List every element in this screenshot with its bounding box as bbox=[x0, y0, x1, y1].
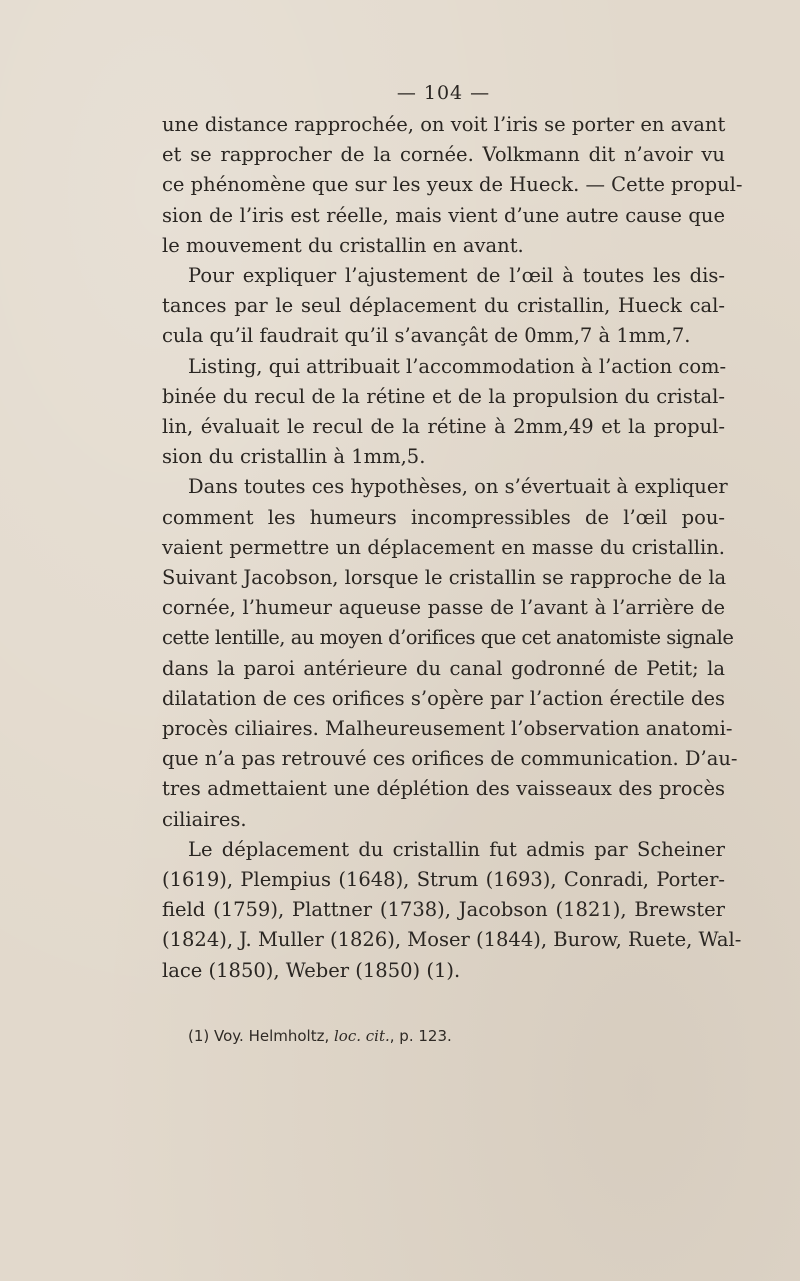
text-line: sion du cristallin à 1mm,5. bbox=[162, 445, 426, 469]
footnote bbox=[162, 1026, 725, 1046]
paragraph-4 bbox=[162, 472, 738, 834]
text-line: que n’a pas retrouvé ces orifices de communication. D’au- bbox=[162, 747, 738, 771]
text-line: dans la paroi antérieure du canal godronné de Petit; la bbox=[162, 656, 725, 680]
text-line: binée du recul de la rétine et de la propulsion du cristal- bbox=[162, 384, 725, 408]
text-line: tres admettaient une déplétion des vaisseaux des procès bbox=[162, 777, 725, 801]
paragraph-2 bbox=[162, 261, 725, 352]
text-line: lace (1850), Weber (1850) (1). bbox=[162, 958, 461, 982]
page-number: — 104 — bbox=[396, 82, 491, 104]
text-line: et se rapprocher de la cornée. Volkmann dit n’avoir vu bbox=[162, 143, 725, 167]
footnote-text: (1) Voy. Helmholtz, bbox=[188, 1026, 334, 1045]
text-line: comment les humeurs incompressibles de l’œil pou- bbox=[162, 505, 725, 529]
text-line: cula qu’il faudrait qu’il s’avançât de 0mm,7 à 1mm,7. bbox=[162, 324, 691, 348]
text-line: Suivant Jacobson, lorsque le cristallin se rapproche de la bbox=[162, 566, 727, 590]
text-line: procès ciliaires. Malheureusement l’observation anatomi- bbox=[162, 717, 733, 741]
text-line: Dans toutes ces hypothèses, on s’évertuait à expliquer bbox=[188, 475, 728, 499]
text-line: cette lentille, au moyen d’orifices que cet anatomiste signale bbox=[162, 626, 734, 650]
text-line: dilatation de ces orifices s’opère par l’action érectile des bbox=[162, 686, 725, 710]
paragraph-3 bbox=[162, 352, 725, 473]
text-line: (1619), Plempius (1648), Strum (1693), Conradi, Porter- bbox=[162, 868, 725, 892]
text-line: tances par le seul déplacement du cristallin, Hueck cal- bbox=[162, 294, 725, 318]
text-line: ciliaires. bbox=[162, 807, 247, 831]
paragraph-1 bbox=[162, 110, 743, 261]
text-line: cornée, l’humeur aqueuse passe de l’avant à l’arrière de bbox=[162, 596, 725, 620]
text-line: (1824), J. Muller (1826), Moser (1844), Burow, Ruete, Wal- bbox=[162, 928, 742, 952]
text-line: une distance rapprochée, on voit l’iris se porter en avant bbox=[162, 113, 726, 136]
paragraph-5 bbox=[162, 835, 742, 986]
text-line: sion de l’iris est réelle, mais vient d’une autre cause que bbox=[162, 203, 725, 227]
text-line: Le déplacement du cristallin fut admis par Scheiner bbox=[188, 837, 725, 861]
text-line: ce phénomène que sur les yeux de Hueck. — Cette propul- bbox=[162, 173, 743, 197]
text-line: lin, évaluait le recul de la rétine à 2mm,49 et la propul- bbox=[162, 415, 725, 439]
text-line: vaient permettre un déplacement en masse du cristallin. bbox=[162, 535, 725, 559]
footnote-citation: loc. cit. bbox=[334, 1026, 390, 1045]
text-line: Pour expliquer l’ajustement de l’œil à toutes les dis- bbox=[188, 264, 725, 288]
text-line: le mouvement du cristallin en avant. bbox=[162, 233, 524, 257]
text-line: Listing, qui attribuait l’accommodation à l’action com- bbox=[188, 354, 727, 378]
footnote-page: , p. 123. bbox=[389, 1026, 452, 1045]
book-page bbox=[162, 82, 743, 1046]
text-line: field (1759), Plattner (1738), Jacobson (1821), Brewster bbox=[162, 898, 725, 922]
